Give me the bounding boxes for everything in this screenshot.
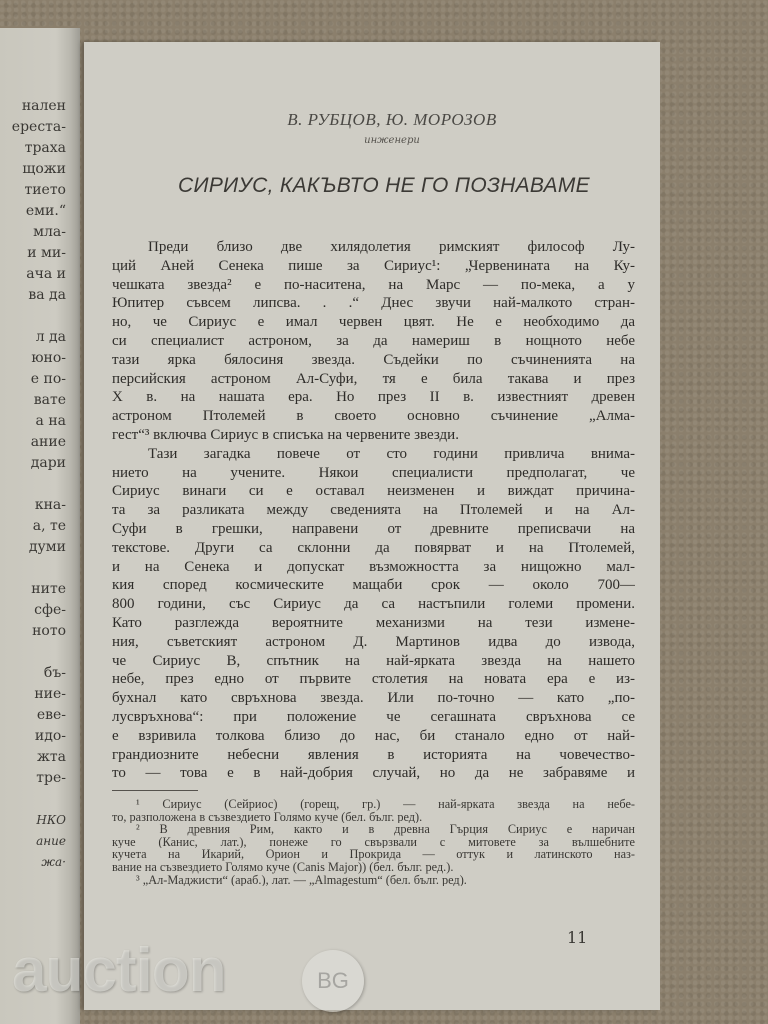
body-line: бухнал като свръхнова звезда. Или по-точно — като „по- (112, 690, 635, 707)
footnote-line: ³ „Ал-Маджисти“ (араб.), лат. — „Almagestum“ (бел. бълг. ред). (136, 873, 467, 887)
left-page-line (12, 306, 66, 327)
left-page-line: жа· (41, 855, 66, 869)
body-line: Като разглежда вероятните механизми на тези измене- (112, 614, 635, 631)
left-page-line: кна- (34, 497, 66, 513)
left-page (0, 28, 80, 1024)
footnote-line: ² В древния Рим, както и в древна Гърция Сириус е наричан (136, 823, 635, 836)
watermark-badge: BG (302, 950, 364, 1012)
body-line: Преди близо две хилядолетия римският философ Лу- (148, 239, 635, 255)
left-page-line: а, те (32, 518, 66, 534)
left-page-line: вате (33, 392, 66, 408)
body-line: Тази загадка повече от сто години привлича внима- (148, 445, 635, 462)
body-line: ния, съветският астроном Д. Мартинов идва до извода, (112, 633, 635, 650)
left-page-line: ереста- (11, 119, 66, 135)
body-line: астроном Птолемей в своето основно съчинение „Алма- (112, 408, 635, 425)
body-line: лусвръхнова“: при положение че сегашната свръхнова се (112, 708, 635, 725)
left-page-line: дари (30, 455, 66, 471)
left-page-line: и ми- (27, 245, 66, 261)
left-page-line: ние- (34, 686, 66, 702)
left-page-line: мла- (33, 224, 66, 240)
body-line: кия според космическите мащаби срок — около 700— (112, 577, 635, 594)
left-page-line (12, 558, 66, 579)
left-page-line: ача и (26, 266, 66, 282)
left-page-line: е по- (30, 371, 66, 387)
left-page-line: траха (24, 140, 66, 156)
left-page-line: нален (21, 98, 66, 114)
left-page-line: ание (36, 834, 66, 848)
body-line: че Сириус В, спътник на най-ярката звезда на нашето (112, 652, 635, 669)
body-line: но, че Сириус е имал червен цвят. Не е необходимо да (112, 314, 635, 331)
left-page-line: юно- (31, 350, 66, 366)
article-title: СИРИУС, КАКЪВТО НЕ ГО ПОЗНАВАМЕ (178, 174, 590, 197)
footnote-divider (112, 790, 198, 791)
left-page-line: ва да (28, 287, 66, 303)
body-line: текстове. Други са склонни да повярват и на Птолемей, (112, 539, 635, 556)
left-page-line: ните (31, 581, 66, 597)
left-page-line: еми.“ (25, 203, 66, 219)
left-page-line: щожи (22, 161, 66, 177)
body-line: тази ярка бялосиня звезда. Съдейки по съчиненията на (112, 351, 635, 368)
left-page-line (12, 789, 66, 810)
left-page-line: идо- (34, 728, 66, 744)
left-page-line (12, 642, 66, 663)
body-line: то — това е в най-добрия случай, но да не забравяме и (112, 765, 635, 782)
left-page-line: НКО (36, 813, 66, 827)
left-page-line: л да (35, 329, 66, 345)
left-page-line: еве- (36, 707, 66, 723)
body-line: нието на учените. Някои специалисти предполагат, че (112, 464, 635, 481)
footnotes (112, 798, 635, 886)
footnote-line: ¹ Сириус (Сейриос) (горещ, гр.) — най-ярката звезда на небе- (136, 798, 635, 811)
left-page-line: жта (37, 749, 66, 765)
footnote-line: вание на съзвездието Голямо куче (Canis Major)) (бел. бълг. ред.). (112, 860, 454, 874)
left-page-line: сфе- (34, 602, 66, 618)
body-line: X в. на нашата ера. Но през II в. известният древен (112, 389, 635, 406)
footnote-line: кучета на Икарий, Орион и Прокрида — оттук и латинското наз- (112, 848, 635, 861)
left-page-line: ното (32, 623, 66, 639)
footnote-line: куче (Канис, лат.), понеже го свързвали с митовете за вълшебните (112, 835, 635, 849)
article-body (112, 238, 635, 783)
body-line: чешката звезда² е по-наситена, на Марс — по-мека, а у (112, 276, 635, 293)
body-line: ций Аней Сенека пише за Сириус¹: „Червенината на Ку- (112, 257, 635, 274)
book-page (84, 42, 660, 1010)
left-page-line: а на (35, 413, 66, 429)
page-number: 11 (567, 928, 588, 947)
body-line: Суфи в грешки, направени от древните преписвачи на (112, 520, 635, 537)
body-line: небе, през едно от първите столетия на новата ера е из- (112, 671, 635, 688)
body-line: персийския астроном Ал-Суфи, тя е била такава и през (112, 370, 635, 387)
left-page-line: тието (24, 182, 66, 198)
body-line: Юпитер съвсем липсва. . .“ Днес звучи най-малкото стран- (112, 295, 635, 312)
left-page-line: думи (28, 539, 66, 555)
body-line: 800 години, със Сириус да са настъпили големи промени. (112, 596, 635, 613)
body-line: е взривила толкова близо до нас, би станало едно от най- (112, 727, 635, 744)
left-page-line: бъ- (43, 665, 66, 681)
body-line: грандиозните небесни явления в историята на човечество- (112, 746, 635, 763)
left-page-line: ание (30, 434, 66, 450)
authors-role: инженери (364, 135, 420, 146)
left-page-text (12, 96, 66, 873)
watermark-logo: auction (12, 936, 226, 1005)
left-page-line (12, 474, 66, 495)
body-line: си специалист астроном, за да намериш в нощното небе (112, 332, 635, 349)
body-line: та за разликата между сведенията на Птолемей и на Ал- (112, 502, 635, 519)
article-authors: В. РУБЦОВ, Ю. МОРОЗОВ (287, 110, 497, 129)
body-line: гест“³ включва Сириус в списъка на червените звезди. (112, 426, 459, 443)
left-page-line: тре- (36, 770, 66, 786)
body-line: и на Сенека и допускат възможността за нищожно мал- (112, 558, 635, 575)
footnote-line: то, разположена в съзвездието Голямо куче (бел. бълг. ред). (112, 810, 423, 824)
body-line: Сириус винаги си е оставал неизменен и виждат причина- (112, 483, 635, 500)
